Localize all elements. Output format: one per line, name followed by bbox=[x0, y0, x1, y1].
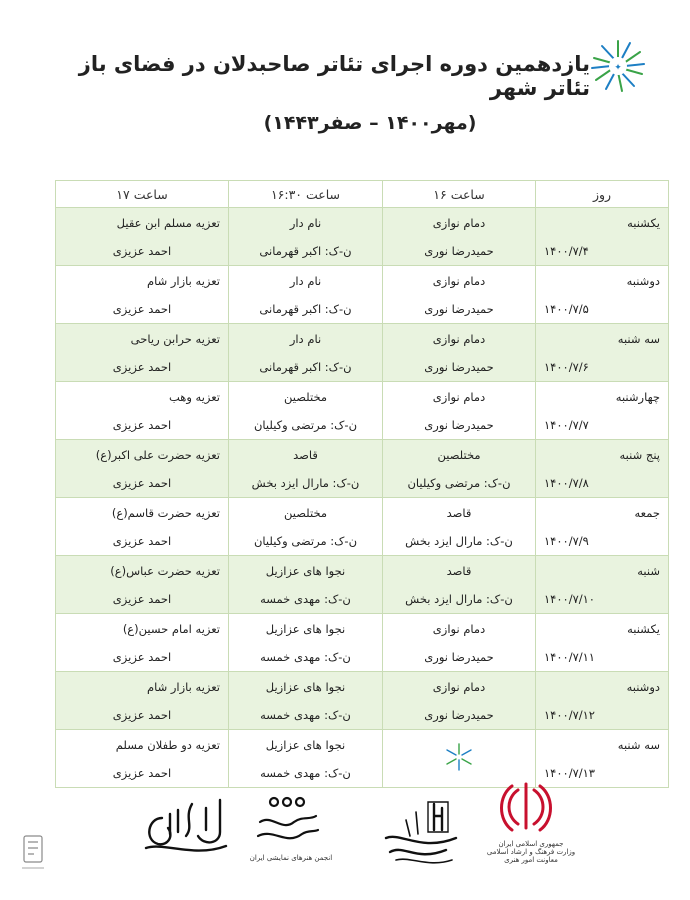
show-title: نجوا های عزازیل bbox=[265, 621, 346, 636]
day-name: یکشنبه bbox=[627, 621, 660, 636]
drama-association-logo-icon bbox=[252, 792, 322, 848]
slot-17-cell bbox=[56, 324, 229, 382]
slot-16-cell bbox=[383, 382, 536, 440]
arts-office-logo-icon bbox=[376, 790, 466, 870]
slot-16-cell bbox=[383, 266, 536, 324]
slot-16-cell bbox=[383, 324, 536, 382]
show-title: نام دار bbox=[289, 331, 322, 346]
slot-16-cell bbox=[383, 440, 536, 498]
page-title: یازدهمین دوره اجرای تئاتر صاحبدلان در فضای باز تئاتر شهر bbox=[78, 52, 590, 100]
column-header-16: ساعت ۱۶ bbox=[383, 181, 536, 208]
slot-16-cell bbox=[383, 498, 536, 556]
table-row bbox=[56, 672, 669, 730]
slot-17-cell bbox=[56, 498, 229, 556]
slot-1630-cell bbox=[229, 672, 383, 730]
show-title: دمام نوازی bbox=[432, 679, 486, 694]
show-director: ن-ک: اکبر قهرمانی bbox=[259, 359, 352, 374]
show-title: تعزیه حرابن ریاحی bbox=[130, 331, 220, 346]
show-director: ن-ک: مهدی خمسه bbox=[260, 649, 351, 664]
column-header-day: روز bbox=[536, 181, 669, 208]
show-director: ن-ک: اکبر قهرمانی bbox=[259, 301, 352, 316]
iran-emblem-icon bbox=[496, 776, 556, 836]
table-row bbox=[56, 440, 669, 498]
show-title: نجوا های عزازیل bbox=[265, 679, 346, 694]
slot-1630-cell bbox=[229, 382, 383, 440]
show-director: ن-ک: اکبر قهرمانی bbox=[259, 243, 352, 258]
day-cell bbox=[536, 382, 669, 440]
festival-logo-small-icon bbox=[444, 742, 474, 772]
column-header-1630: ساعت ۱۶:۳۰ bbox=[229, 181, 383, 208]
show-title: دمام نوازی bbox=[432, 621, 486, 636]
day-name: چهارشنبه bbox=[615, 389, 660, 404]
show-director: حمیدرضا نوری bbox=[424, 359, 494, 374]
show-title: مختلصین bbox=[283, 389, 328, 404]
slot-16-cell bbox=[383, 614, 536, 672]
day-date: ۱۴۰۰/۷/۶ bbox=[544, 359, 589, 374]
show-title: دمام نوازی bbox=[432, 273, 486, 288]
day-name: سه شنبه bbox=[617, 737, 660, 752]
slot-17-cell bbox=[56, 614, 229, 672]
slot-17-cell bbox=[56, 556, 229, 614]
festival-logo-icon bbox=[590, 38, 646, 94]
ministry-caption-1: جمهوری اسلامی ایران bbox=[498, 840, 564, 848]
slot-1630-cell bbox=[229, 324, 383, 382]
table-row bbox=[56, 324, 669, 382]
day-date: ۱۴۰۰/۷/۹ bbox=[544, 533, 589, 548]
show-director: احمد عزیزی bbox=[112, 591, 172, 606]
show-director: احمد عزیزی bbox=[112, 533, 172, 548]
page-subtitle-dates: (مهر۱۴۰۰ – صفر۱۴۴۳) bbox=[263, 112, 477, 134]
slot-1630-cell bbox=[229, 208, 383, 266]
day-date: ۱۴۰۰/۷/۱۱ bbox=[544, 649, 595, 664]
show-director: حمیدرضا نوری bbox=[424, 707, 494, 722]
day-cell bbox=[536, 208, 669, 266]
ministry-caption-2: وزارت فرهنگ و ارشاد اسلامی bbox=[486, 848, 576, 856]
association-caption: انجمن هنرهای نمایشی ایران bbox=[249, 854, 333, 862]
day-cell bbox=[536, 440, 669, 498]
show-director: ن-ک: مارال ایزد بخش bbox=[251, 475, 360, 490]
svg-text:✦: ✦ bbox=[614, 63, 622, 73]
day-cell bbox=[536, 556, 669, 614]
slot-1630-cell bbox=[229, 266, 383, 324]
day-cell bbox=[536, 672, 669, 730]
slot-1630-cell bbox=[229, 556, 383, 614]
show-title: نجوا های عزازیل bbox=[265, 737, 346, 752]
show-title: دمام نوازی bbox=[432, 215, 486, 230]
ministry-caption-3: معاونت امور هنری bbox=[504, 856, 558, 864]
show-title: قاصد bbox=[446, 505, 472, 520]
slot-17-cell bbox=[56, 208, 229, 266]
show-title: تعزیه حضرت عباس(ع) bbox=[110, 563, 220, 578]
slot-17-cell bbox=[56, 672, 229, 730]
day-cell bbox=[536, 614, 669, 672]
watermark-logo-icon bbox=[18, 830, 48, 876]
day-cell bbox=[536, 324, 669, 382]
day-date: ۱۴۰۰/۷/۱۲ bbox=[544, 707, 595, 722]
show-director: حمیدرضا نوری bbox=[424, 649, 494, 664]
show-title: قاصد bbox=[446, 563, 472, 578]
show-title: نام دار bbox=[289, 273, 322, 288]
show-director: احمد عزیزی bbox=[112, 243, 172, 258]
show-director: حمیدرضا نوری bbox=[424, 243, 494, 258]
table-row bbox=[56, 614, 669, 672]
show-title: تعزیه حضرت علی اکبر(ع) bbox=[95, 447, 220, 462]
show-title: نجوا های عزازیل bbox=[265, 563, 346, 578]
table-row bbox=[56, 498, 669, 556]
show-title: تعزیه بازار شام bbox=[146, 679, 220, 694]
show-director: ن-ک: مرتضی وکیلیان bbox=[407, 475, 511, 490]
day-name: دوشنبه bbox=[626, 679, 660, 694]
day-name: یکشنبه bbox=[627, 215, 660, 230]
slot-1630-cell bbox=[229, 440, 383, 498]
table-row bbox=[56, 208, 669, 266]
show-director: احمد عزیزی bbox=[112, 301, 172, 316]
show-title: تعزیه بازار شام bbox=[146, 273, 220, 288]
slot-17-cell bbox=[56, 266, 229, 324]
table-header-row bbox=[56, 181, 669, 208]
show-director: ن-ک: مهدی خمسه bbox=[260, 591, 351, 606]
show-director: ن-ک: مرتضی وکیلیان bbox=[253, 417, 358, 432]
show-director: احمد عزیزی bbox=[112, 765, 172, 780]
slot-17-cell bbox=[56, 382, 229, 440]
show-director: احمد عزیزی bbox=[112, 707, 172, 722]
show-title: مختلصین bbox=[283, 505, 328, 520]
day-date: ۱۴۰۰/۷/۷ bbox=[544, 417, 589, 432]
day-name: پنج شنبه bbox=[619, 447, 660, 462]
show-title: تعزیه حضرت قاسم(ع) bbox=[111, 505, 220, 520]
show-director: حمیدرضا نوری bbox=[424, 417, 494, 432]
poster-header bbox=[0, 0, 690, 170]
show-director: ن-ک: مهدی خمسه bbox=[260, 765, 351, 780]
show-director: ن-ک: مارال ایزد بخش bbox=[405, 591, 513, 606]
day-name: شنبه bbox=[637, 563, 660, 578]
column-header-17: ساعت ۱۷ bbox=[56, 181, 229, 208]
show-director: احمد عزیزی bbox=[112, 359, 172, 374]
show-title: دمام نوازی bbox=[432, 389, 486, 404]
slot-1630-cell bbox=[229, 498, 383, 556]
show-title: قاصد bbox=[293, 447, 318, 462]
show-director: احمد عزیزی bbox=[112, 649, 172, 664]
day-name: دوشنبه bbox=[626, 273, 660, 288]
day-name: سه شنبه bbox=[617, 331, 660, 346]
show-title: تعزیه وهب bbox=[168, 389, 220, 404]
slot-16-cell bbox=[383, 208, 536, 266]
day-date: ۱۴۰۰/۷/۵ bbox=[544, 301, 589, 316]
day-date: ۱۴۰۰/۷/۸ bbox=[544, 475, 589, 490]
slot-1630-cell bbox=[229, 614, 383, 672]
table-row bbox=[56, 382, 669, 440]
slot-17-cell bbox=[56, 440, 229, 498]
show-director: احمد عزیزی bbox=[112, 475, 172, 490]
day-date: ۱۴۰۰/۷/۴ bbox=[544, 243, 589, 258]
show-director: ن-ک: مرتضی وکیلیان bbox=[253, 533, 358, 548]
show-title: تعزیه مسلم ابن عقیل bbox=[116, 215, 220, 230]
schedule-table bbox=[55, 180, 669, 788]
show-director: ن-ک: مارال ایزد بخش bbox=[405, 533, 513, 548]
show-director: ن-ک: مهدی خمسه bbox=[260, 707, 351, 722]
day-name: جمعه bbox=[634, 505, 660, 520]
show-title: تعزیه دو طفلان مسلم bbox=[115, 737, 220, 752]
show-director: حمیدرضا نوری bbox=[424, 301, 494, 316]
day-date: ۱۴۰۰/۷/۱۰ bbox=[544, 591, 595, 606]
slot-16-cell bbox=[383, 672, 536, 730]
show-director: احمد عزیزی bbox=[112, 417, 172, 432]
show-title: مختلصین bbox=[437, 447, 481, 462]
show-title: تعزیه امام حسین(ع) bbox=[122, 621, 220, 636]
slot-16-cell bbox=[383, 556, 536, 614]
theater-house-logo-icon bbox=[134, 788, 234, 864]
day-date: ۱۴۰۰/۷/۱۳ bbox=[544, 765, 595, 780]
table-row bbox=[56, 556, 669, 614]
show-title: دمام نوازی bbox=[432, 331, 486, 346]
day-cell bbox=[536, 498, 669, 556]
table-row bbox=[56, 266, 669, 324]
show-title: نام دار bbox=[289, 215, 322, 230]
sponsor-logos bbox=[0, 770, 690, 900]
day-cell bbox=[536, 266, 669, 324]
